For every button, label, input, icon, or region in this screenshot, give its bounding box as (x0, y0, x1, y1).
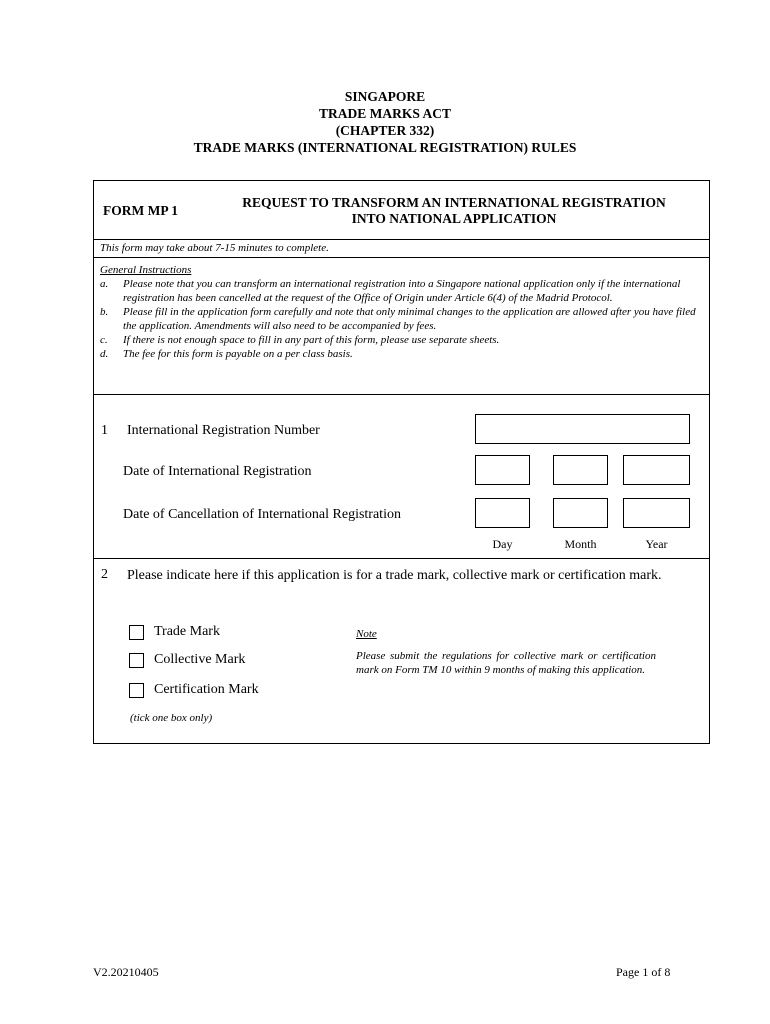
option-certification-mark[interactable] (129, 682, 259, 698)
cancel-date-month-input[interactable] (553, 498, 608, 528)
time-note: This form may take about 7-15 minutes to complete. (100, 242, 329, 254)
instruction-item (100, 305, 704, 333)
general-instructions-title: General Instructions (100, 264, 192, 276)
divider (94, 394, 709, 395)
form-title-line1: REQUEST TO TRANSFORM AN INTERNATIONAL REGISTRATION (242, 195, 666, 210)
month-label: Month (564, 537, 597, 551)
instruction-item (100, 277, 704, 305)
divider (94, 257, 709, 258)
version-label: V2.20210405 (93, 965, 159, 979)
instruction-item (100, 333, 704, 347)
form-code: FORM MP 1 (103, 203, 178, 218)
mark-type-question: Please indicate here if this application is for a trade mark, collective mark or certification mark. (127, 568, 662, 583)
ir-date-year-input[interactable] (623, 455, 690, 485)
divider (94, 239, 709, 240)
header-chapter: (CHAPTER 332) (335, 123, 435, 138)
cancel-date-day-input[interactable] (475, 498, 530, 528)
ir-date-day-input[interactable] (475, 455, 530, 485)
header-rules: TRADE MARKS (INTERNATIONAL REGISTRATION) RULES (193, 140, 577, 155)
ir-number-label: International Registration Number (127, 423, 320, 438)
form-title-line2: INTO NATIONAL APPLICATION (351, 211, 557, 226)
certification-mark-checkbox[interactable] (129, 683, 144, 698)
option-collective-mark[interactable] (129, 652, 245, 668)
tick-note: (tick one box only) (130, 712, 213, 724)
cancel-date-year-input[interactable] (623, 498, 690, 528)
section-1-number: 1 (101, 423, 108, 438)
section-2-number: 2 (101, 567, 108, 582)
note-text: Please submit the regulations for collective mark or certification mark on Form TM 10 within 9 months of making this application. (356, 650, 656, 676)
ir-date-label: Date of International Registration (123, 464, 312, 479)
instruction-text: The fee for this form is payable on a per class basis. (123, 348, 353, 360)
document-header (0, 88, 770, 156)
trade-mark-label: Trade Mark (154, 624, 220, 639)
instruction-letter: c. (100, 334, 108, 346)
instruction-letter: b. (100, 306, 109, 318)
instruction-item (100, 347, 704, 361)
certification-mark-label: Certification Mark (154, 682, 259, 697)
cancel-date-label: Date of Cancellation of International Registration (123, 507, 401, 522)
instruction-letter: a. (100, 278, 109, 290)
day-label: Day (492, 537, 513, 551)
collective-mark-label: Collective Mark (154, 652, 246, 667)
year-label: Year (645, 537, 668, 551)
form-title (204, 195, 704, 227)
ir-date-month-input[interactable] (553, 455, 608, 485)
instruction-text: If there is not enough space to fill in any part of this form, please use separate sheets. (123, 334, 500, 346)
form-frame (93, 180, 710, 744)
instruction-text: Please fill in the application form carefully and note that only minimal changes to the application are allowed after you have filed the application. Amendments will also need to be accompanied by fees. (123, 306, 696, 332)
option-trade-mark[interactable] (129, 624, 220, 640)
header-country: SINGAPORE (344, 89, 426, 104)
header-act: TRADE MARKS ACT (318, 106, 451, 121)
divider (94, 558, 709, 559)
general-instructions (100, 263, 704, 361)
page-number: Page 1 of 8 (616, 965, 671, 979)
trade-mark-checkbox[interactable] (129, 625, 144, 640)
instruction-letter: d. (100, 348, 109, 360)
collective-mark-checkbox[interactable] (129, 653, 144, 668)
note-title: Note (356, 628, 377, 640)
instruction-text: Please note that you can transform an international registration into a Singapore national application only if the international registration has been cancelled at the request of the Office of Origin under Article 6(4) of the Madrid Protocol. (123, 278, 681, 304)
ir-number-input[interactable] (475, 414, 690, 444)
